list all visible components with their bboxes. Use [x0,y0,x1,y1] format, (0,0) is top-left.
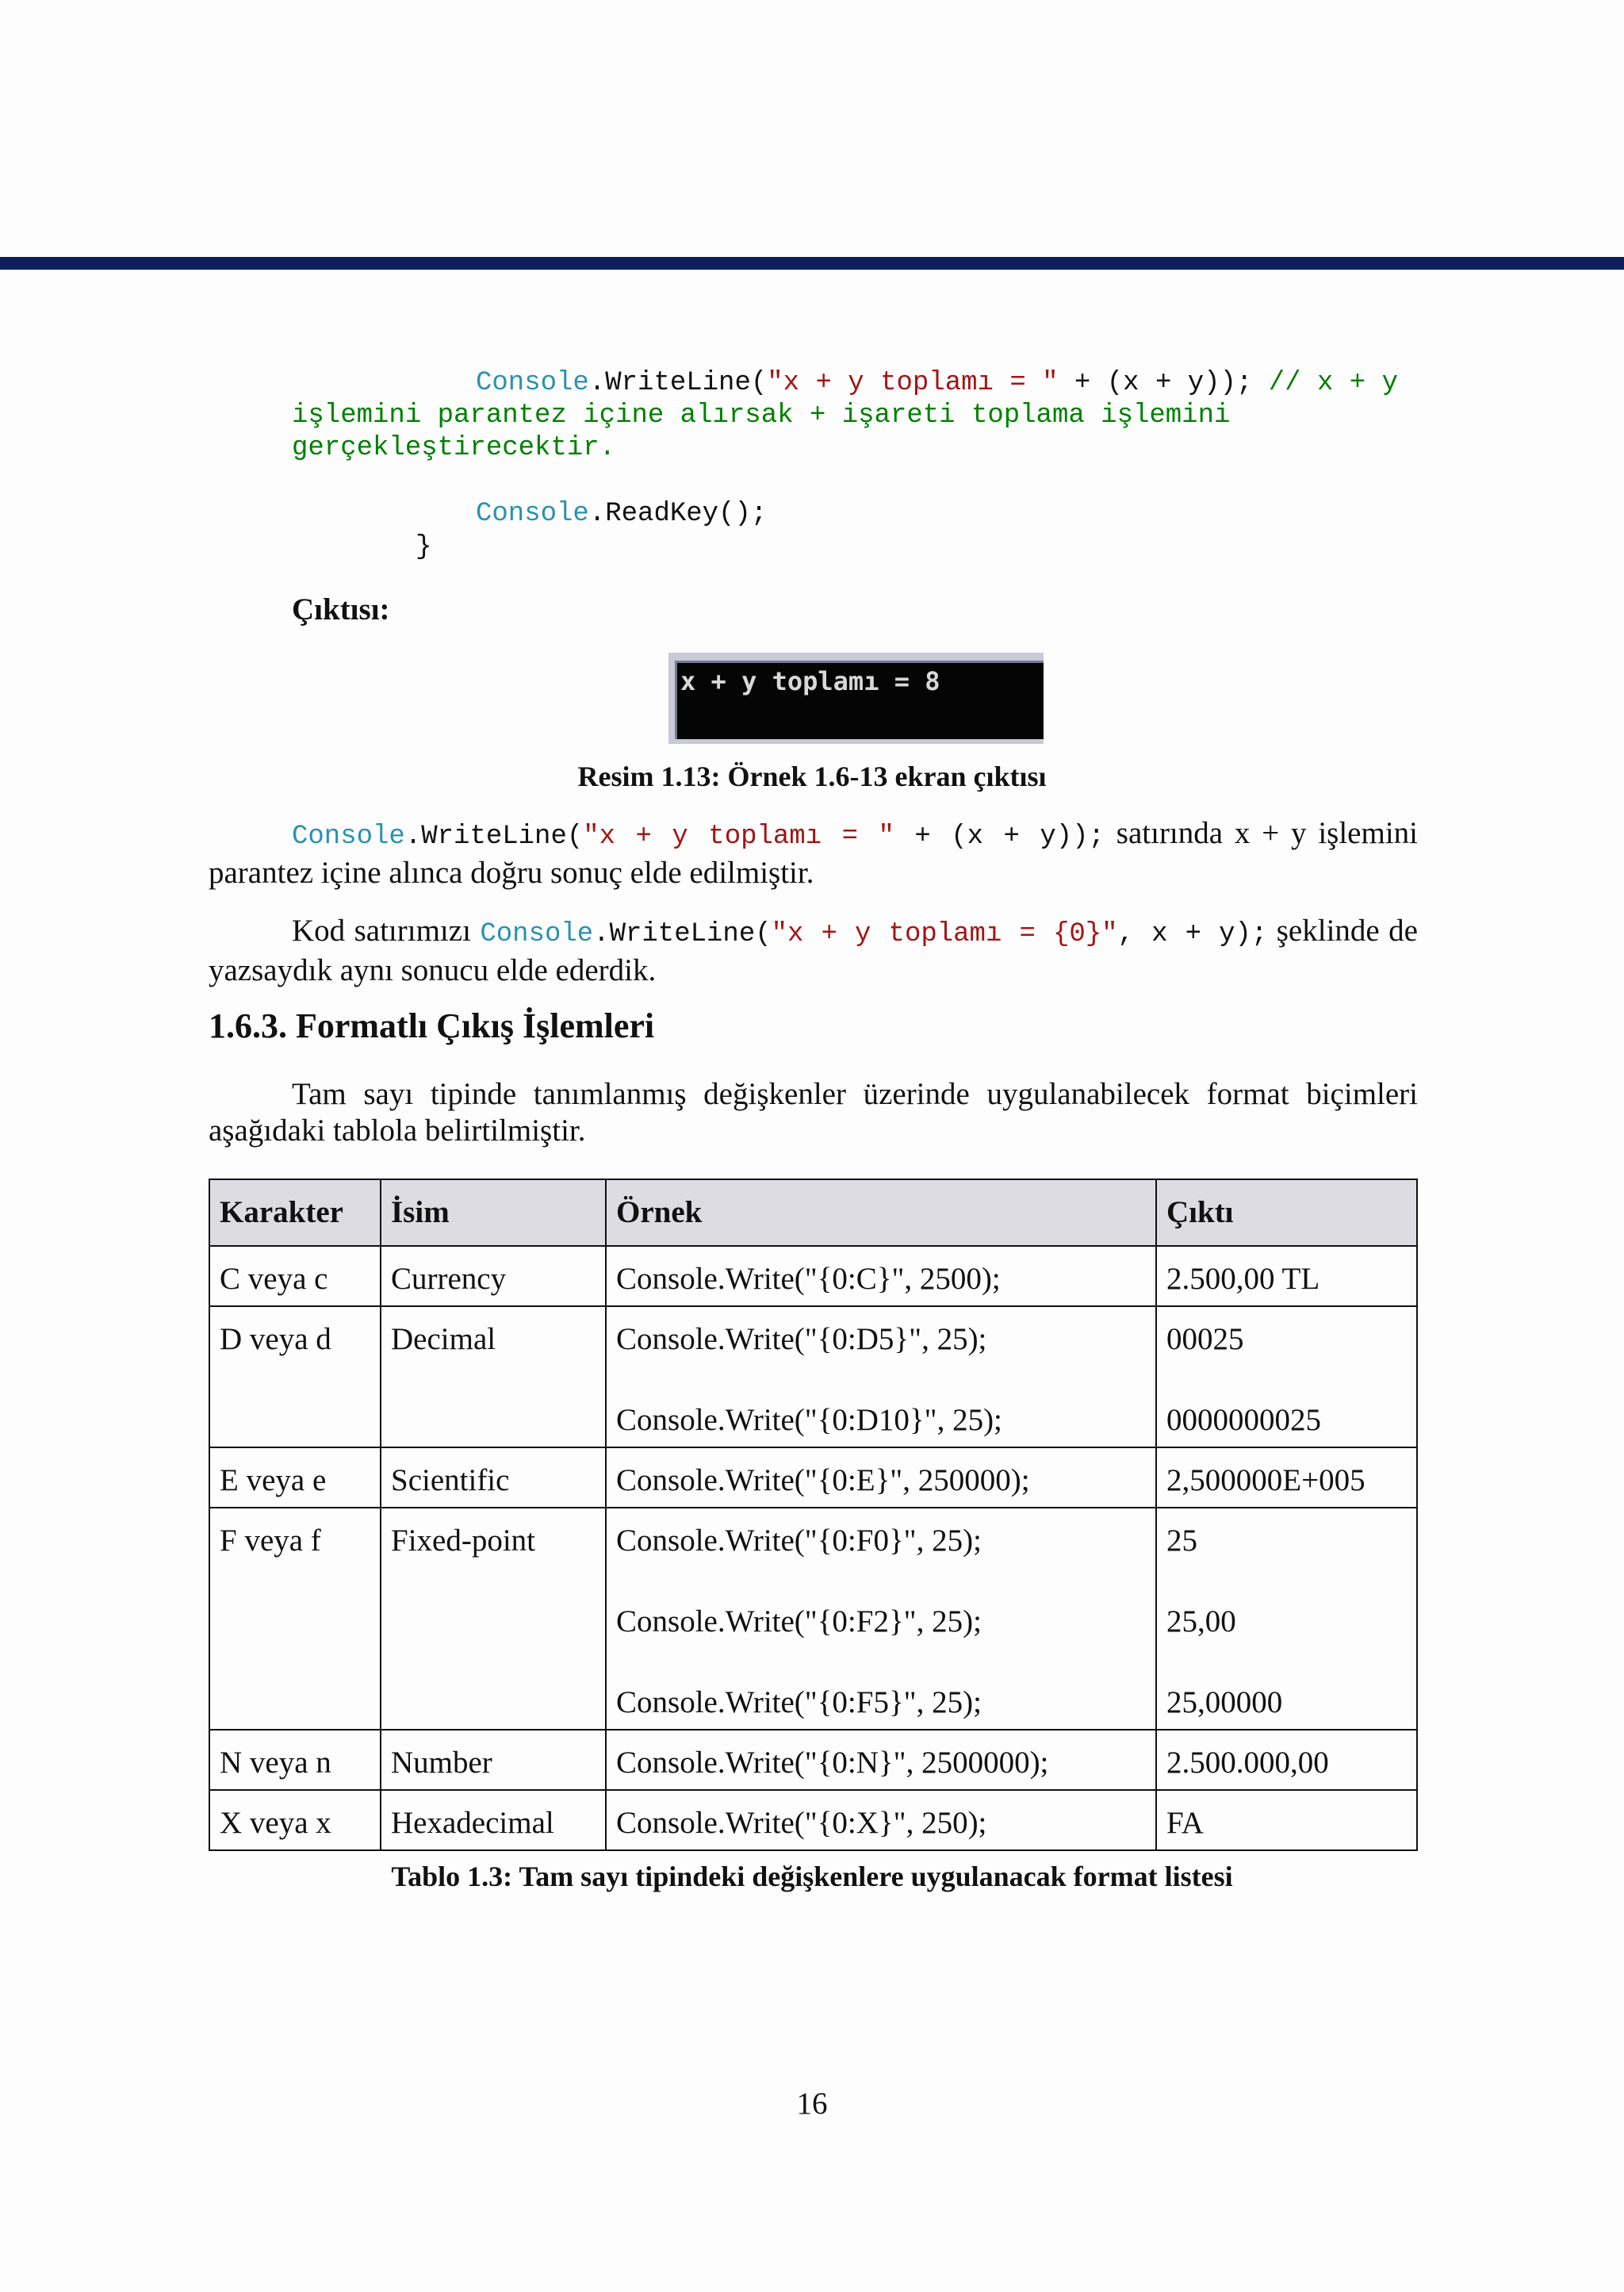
example-line: Console.Write("{0:C}", 2500); [616,1262,1001,1296]
inline-code-type: Console [292,822,405,852]
figure-caption: Resim 1.13: Örnek 1.6-13 ekran çıktısı [577,761,1047,792]
inline-code-type: Console [480,919,594,949]
table-header-row [209,1179,1417,1246]
example-line: Console.Write("{0:D5}", 25); [616,1322,987,1356]
table-cell-output [1156,1730,1417,1790]
output-line: 2.500,00 TL [1166,1262,1320,1296]
inline-code-string: "x + y toplamı = {0}" [771,919,1118,949]
table-cell-example [606,1790,1156,1850]
table-cell-example [606,1246,1156,1306]
table-header-cell: İsim [381,1179,606,1246]
paragraph-3: Tam sayı tipinde tanımlanmış değişkenler üzerinde uygulanabilecek format biçimleri aşağıdaki tablola belirtilmiştir. [209,1077,1418,1148]
table-cell-name: Fixed-point [381,1508,606,1730]
example-line: Console.Write("{0:D10}", 25); [616,1403,1002,1437]
table-cell-char: D veya d [209,1306,381,1447]
table-cell-example [606,1447,1156,1508]
table-cell-example [606,1730,1156,1790]
example-line: Console.Write("{0:N}", 2500000); [616,1746,1049,1780]
format-table [209,1179,1418,1851]
table-header-cell: Örnek [606,1179,1156,1246]
table-cell-char: C veya c [209,1246,381,1306]
table-cell-char: F veya f [209,1508,381,1730]
example-line: Console.Write("{0:F0}", 25); [616,1524,982,1558]
example-line: Console.Write("{0:X}", 250); [616,1806,987,1840]
code-type: Console [476,499,589,529]
section-heading: 1.6.3. Formatlı Çıkış İşlemleri [209,1006,655,1045]
table-cell-name: Number [381,1730,606,1790]
code-rest: .ReadKey(); [588,499,768,529]
output-line: 25,00 [1166,1604,1236,1639]
table-cell-name: Currency [381,1246,606,1306]
inline-code-string: "x + y toplamı = " [583,822,894,852]
table-cell-char: N veya n [209,1730,381,1790]
output-line: 2,500000E+005 [1166,1463,1365,1497]
table-cell-char: X veya x [209,1790,381,1850]
table-cell-example [606,1508,1156,1730]
inline-code-method: .WriteLine( [593,919,772,949]
console-screenshot [668,653,1044,744]
code-comment-line3: gerçekleştirecektir. [292,433,616,463]
table-row [209,1306,1417,1447]
example-line: Console.Write("{0:F2}", 25); [616,1604,982,1639]
code-line-writeline [476,367,1398,399]
output-line: 25,00000 [1166,1685,1283,1719]
output-line: FA [1166,1806,1204,1840]
inline-code-method: .WriteLine( [404,822,584,852]
page-number: 16 [796,2087,828,2121]
table-cell-name: Scientific [381,1447,606,1508]
example-line: Console.Write("{0:E}", 250000); [616,1463,1030,1497]
console-window [675,661,1044,739]
table-row [209,1447,1417,1508]
paragraph-1 [209,815,1418,891]
paragraph-text: şeklinde de yazsaydık aynı sonucu elde ederdik. [209,914,1418,987]
table-cell-output [1156,1246,1417,1306]
code-rest: + (x + y)); [1058,368,1269,398]
table-row [209,1246,1417,1306]
inline-code-rest: + (x + y)); [894,822,1105,852]
output-line: 2.500.000,00 [1166,1746,1329,1780]
code-closing-brace: } [416,532,432,562]
code-comment: // x + y [1268,368,1399,398]
paragraph-2 [209,913,1418,989]
paragraph-text: Kod satırımızı [292,914,481,948]
table-row [209,1508,1417,1730]
table-header-cell: Çıktı [1156,1179,1417,1246]
table-cell-output [1156,1447,1417,1508]
table-cell-name: Decimal [381,1306,606,1447]
table-cell-char: E veya e [209,1447,381,1508]
table-header-cell: Karakter [209,1179,381,1246]
table-cell-output [1156,1790,1417,1850]
table-cell-name: Hexadecimal [381,1790,606,1850]
output-label: Çıktısı: [292,592,390,627]
header-rule [0,257,1624,270]
table-row [209,1730,1417,1790]
output-line: 00025 [1166,1322,1244,1356]
inline-code-rest: , x + y); [1117,919,1268,949]
table-row [209,1790,1417,1850]
paragraph-text: satırında x + y işlemini parantez içine alınca doğru sonuç elde edilmiştir. [209,816,1418,890]
table-cell-output [1156,1306,1417,1447]
output-line: 0000000025 [1166,1403,1321,1437]
table-caption: Tablo 1.3: Tam sayı tipindeki değişkenlere uygulanacak format listesi [391,1861,1233,1892]
code-type: Console [476,368,589,398]
code-comment-line2: işlemini parantez içine alırsak + işareti toplama işlemini [292,401,1231,431]
table-cell-output [1156,1508,1417,1730]
table-cell-example [606,1306,1156,1447]
output-line: 25 [1166,1524,1197,1558]
example-line: Console.Write("{0:F5}", 25); [616,1685,982,1719]
code-string: "x + y toplamı = " [767,368,1059,398]
code-line-readkey [476,498,767,530]
code-method: .WriteLine( [588,368,768,398]
console-output-text: x + y toplamı = 8 [680,666,940,696]
